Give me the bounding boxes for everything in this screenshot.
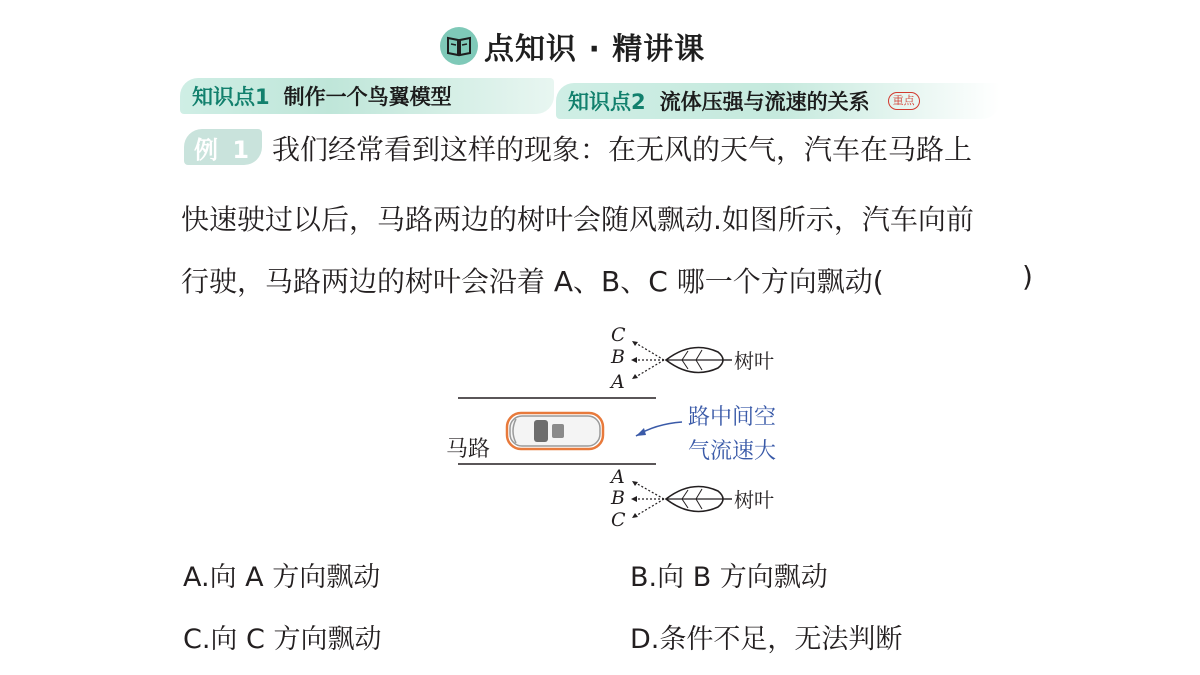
direction-letter: B bbox=[611, 487, 625, 509]
answer-blank-close: ) bbox=[1022, 260, 1033, 293]
question-line-1: 我们经常看到这样的现象：在无风的天气，汽车在马路上 bbox=[272, 133, 973, 166]
question-line-2: 快速驶过以后，马路两边的树叶会随风飘动.如图所示，汽车向前 bbox=[181, 203, 974, 236]
knowledge-point-2 bbox=[556, 83, 1000, 119]
road-figure bbox=[430, 318, 810, 533]
direction-letter: C bbox=[611, 509, 626, 531]
annotation-line-1: 路中间空 bbox=[688, 405, 777, 430]
direction-letter: C bbox=[611, 324, 626, 346]
knowledge-point-1 bbox=[180, 78, 554, 114]
direction-letter: A bbox=[611, 466, 625, 488]
page-title: 点知识 · 精讲课 bbox=[484, 32, 706, 67]
option-c[interactable]: C.向 C 方向飘动 bbox=[183, 624, 382, 655]
kp-title: 制作一个鸟翼模型 bbox=[283, 85, 452, 109]
leaf-icon bbox=[666, 487, 723, 512]
kp-tag: 知识点1 bbox=[192, 85, 270, 109]
car-icon bbox=[507, 413, 603, 449]
key-point-badge: 重点 bbox=[888, 92, 920, 110]
direction-letter: A bbox=[611, 371, 625, 393]
kp-title: 流体压强与流速的关系 bbox=[659, 90, 870, 114]
section-header bbox=[440, 24, 705, 68]
kp-tag: 知识点2 bbox=[568, 90, 646, 114]
direction-letter: B bbox=[611, 346, 625, 368]
road-label: 马路 bbox=[446, 437, 491, 462]
book-icon bbox=[440, 27, 478, 65]
question-line-3: 行驶，马路两边的树叶会沿着 A、B、C 哪一个方向飘动( bbox=[181, 265, 884, 298]
top-leaf-group bbox=[609, 324, 774, 393]
leaf-label: 树叶 bbox=[734, 349, 774, 373]
option-a[interactable]: A.向 A 方向飘动 bbox=[183, 562, 381, 593]
annotation-line-2: 气流速大 bbox=[688, 439, 777, 464]
example-label: 例 1 bbox=[184, 129, 262, 165]
bottom-leaf-group bbox=[609, 466, 774, 531]
leaf-label: 树叶 bbox=[734, 488, 774, 512]
option-d[interactable]: D.条件不足，无法判断 bbox=[630, 624, 903, 655]
leaf-icon bbox=[666, 348, 723, 373]
option-b[interactable]: B.向 B 方向飘动 bbox=[630, 562, 828, 593]
